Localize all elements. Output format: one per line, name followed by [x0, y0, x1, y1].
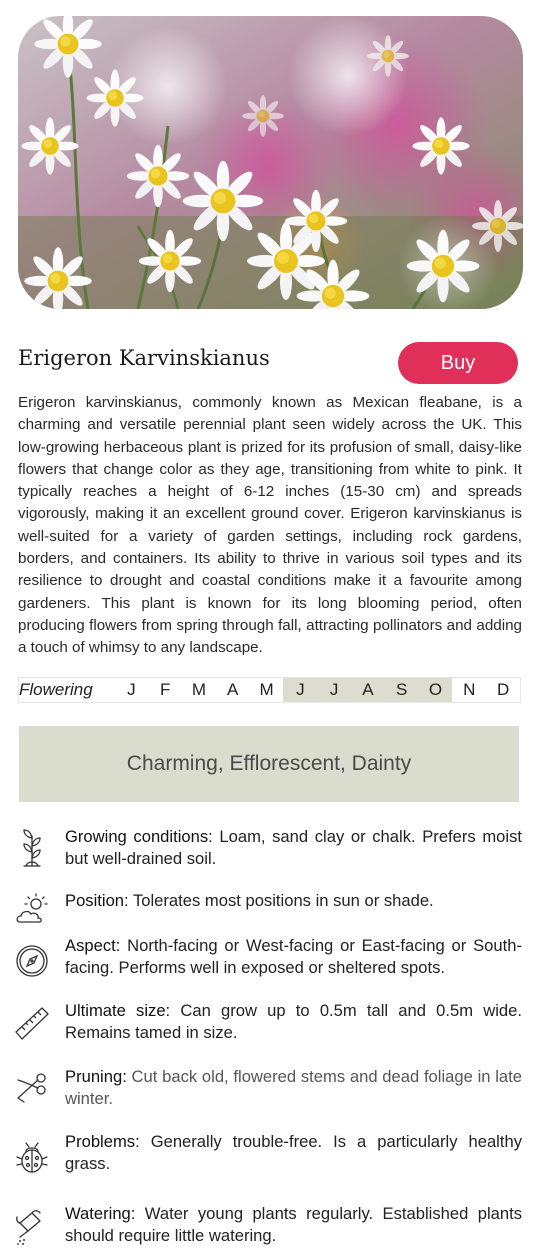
watering-can-icon — [14, 1205, 50, 1245]
month-feb: F — [159, 680, 171, 699]
month-may: M — [259, 680, 274, 699]
growing-conditions-body: Loam, sand clay or chalk. Prefers moist but well-drained soil. — [65, 827, 522, 868]
month-aug: A — [351, 678, 385, 702]
plant-description: Erigeron karvinskianus, commonly known as Mexican fleabane, is a charming and versatile perennial plant seen widely across the UK. This low-growing herbaceous plant is prized for its profusion of small, daisy-like flowers that change color as they age, transitioning from white to pink. It typically reaches a height of 6-12 inches (15-30 cm) and spreads vigorously, making it an excellent ground cover. Erigeron karvinskianus is well-suited for a variety of garden settings, including rock gardens, borders, and containers. Its ability to thrive in various soil types and its resilience to drought and coastal conditions make it a favourite among gardeners. This plant is known for its long blooming period, often producing flowers from spring through fall, attracting pollinators and adding a touch of whimsy to any landscape. — [18, 394, 522, 657]
ultimate-size-body: Can grow up to 0.5m tall and 0.5m wide. Remains tamed in size. — [65, 1001, 522, 1042]
ultimate-size-text — [65, 1000, 522, 1044]
info-problems — [14, 1131, 522, 1175]
info-growing-conditions — [14, 826, 522, 870]
buy-button[interactable]: Buy — [398, 342, 518, 384]
sun-cloud-icon — [14, 892, 50, 932]
problems-heading: Problems: — [65, 1132, 140, 1151]
aspect-heading: Aspect: — [65, 936, 121, 955]
position-text — [65, 890, 522, 932]
info-ultimate-size — [14, 1000, 522, 1044]
plant-tagline: Charming, Efflorescent, Dainty — [19, 726, 519, 802]
month-mar: M — [191, 680, 207, 699]
problems-text — [65, 1131, 522, 1175]
pruning-body: Cut back old, flowered stems and dead foliage in late winter. — [65, 1067, 522, 1108]
watering-body: Water young plants regularly. Established plants should require little watering. — [65, 1204, 522, 1245]
info-aspect — [14, 935, 522, 979]
month-nov: N — [463, 680, 476, 699]
compass-icon — [14, 937, 50, 977]
position-body: Tolerates most positions in sun or shade. — [128, 891, 434, 910]
pruning-heading: Pruning: — [65, 1067, 127, 1086]
month-apr: A — [227, 680, 239, 699]
aspect-body: North-facing or West-facing or East-facing or South-facing. Performs well in exposed or sheltered spots. — [65, 936, 522, 977]
month-dec: D — [496, 680, 510, 699]
ultimate-size-heading: Ultimate size: — [65, 1001, 171, 1020]
month-sep: S — [385, 678, 419, 702]
problems-body: Generally trouble-free. Is a particularly healthy grass. — [65, 1132, 522, 1173]
aspect-text — [65, 935, 522, 979]
watering-text — [65, 1203, 522, 1247]
growing-conditions-heading: Growing conditions: — [65, 827, 213, 846]
info-watering — [14, 1203, 522, 1247]
scissors-icon — [14, 1068, 50, 1108]
flowering-months — [114, 678, 520, 702]
month-jan: J — [127, 680, 136, 699]
plant-title: Erigeron Karvinskianus — [18, 346, 270, 370]
ruler-icon — [14, 1002, 50, 1042]
position-heading: Position: — [65, 891, 129, 910]
month-jun: J — [283, 678, 317, 702]
flowering-calendar — [18, 677, 521, 703]
plant-photo — [18, 16, 523, 309]
pruning-text — [65, 1066, 522, 1110]
flowering-label: Flowering — [19, 680, 93, 699]
month-jul: J — [317, 678, 351, 702]
info-pruning — [14, 1066, 522, 1110]
growing-conditions-text — [65, 826, 522, 870]
watering-heading: Watering: — [65, 1204, 136, 1223]
ladybug-icon — [14, 1133, 50, 1173]
seedling-icon — [14, 828, 50, 868]
month-oct: O — [419, 678, 453, 702]
info-position — [14, 890, 522, 932]
